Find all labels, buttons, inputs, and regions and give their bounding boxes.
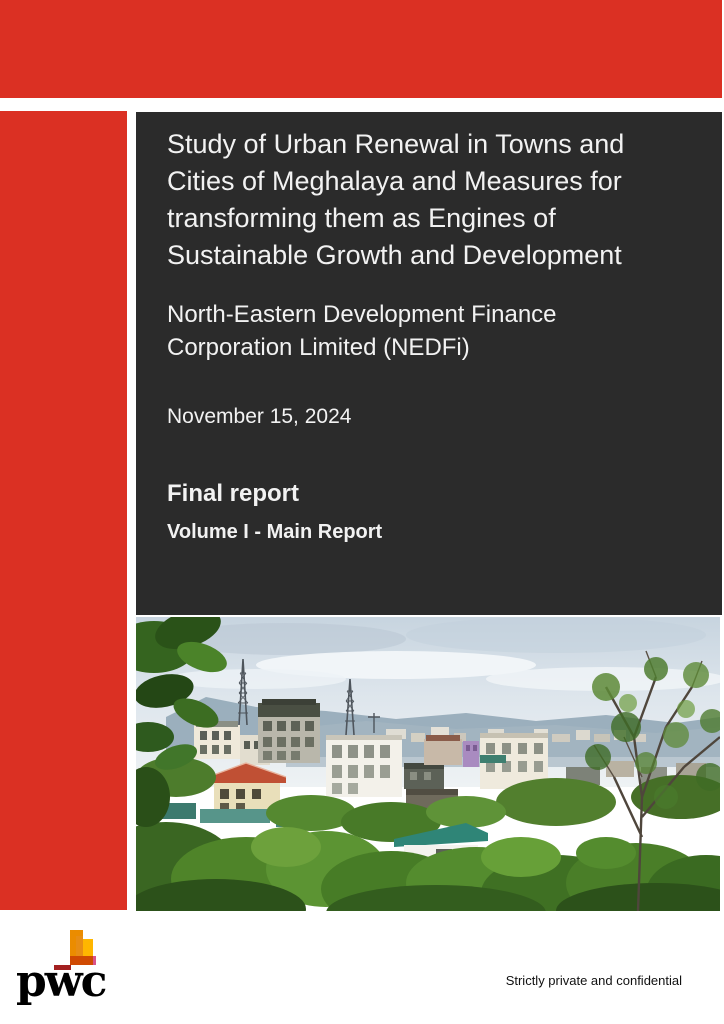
top-accent-bar (0, 0, 722, 98)
title-line: Cities of Meghalaya and Measures for (167, 166, 622, 196)
pwc-wordmark: pwc (16, 956, 106, 1007)
report-type-label: Final report (167, 480, 300, 507)
cover-photo (136, 617, 720, 911)
report-title (167, 126, 624, 274)
confidentiality-note: Strictly private and confidential (505, 973, 682, 988)
left-accent-bar (0, 111, 127, 910)
report-volume-label: Volume I - Main Report (167, 521, 383, 543)
title-line: transforming them as Engines of (167, 203, 556, 233)
client-name (167, 298, 557, 364)
title-panel (136, 112, 722, 615)
client-line: North-Eastern Development Finance (167, 301, 557, 328)
pwc-logo (16, 928, 136, 1012)
title-line: Study of Urban Renewal in Towns and (167, 129, 625, 159)
title-line: Sustainable Growth and Development (167, 240, 622, 270)
report-date: November 15, 2024 (167, 405, 352, 428)
client-line: Corporation Limited (NEDFi) (167, 334, 470, 361)
